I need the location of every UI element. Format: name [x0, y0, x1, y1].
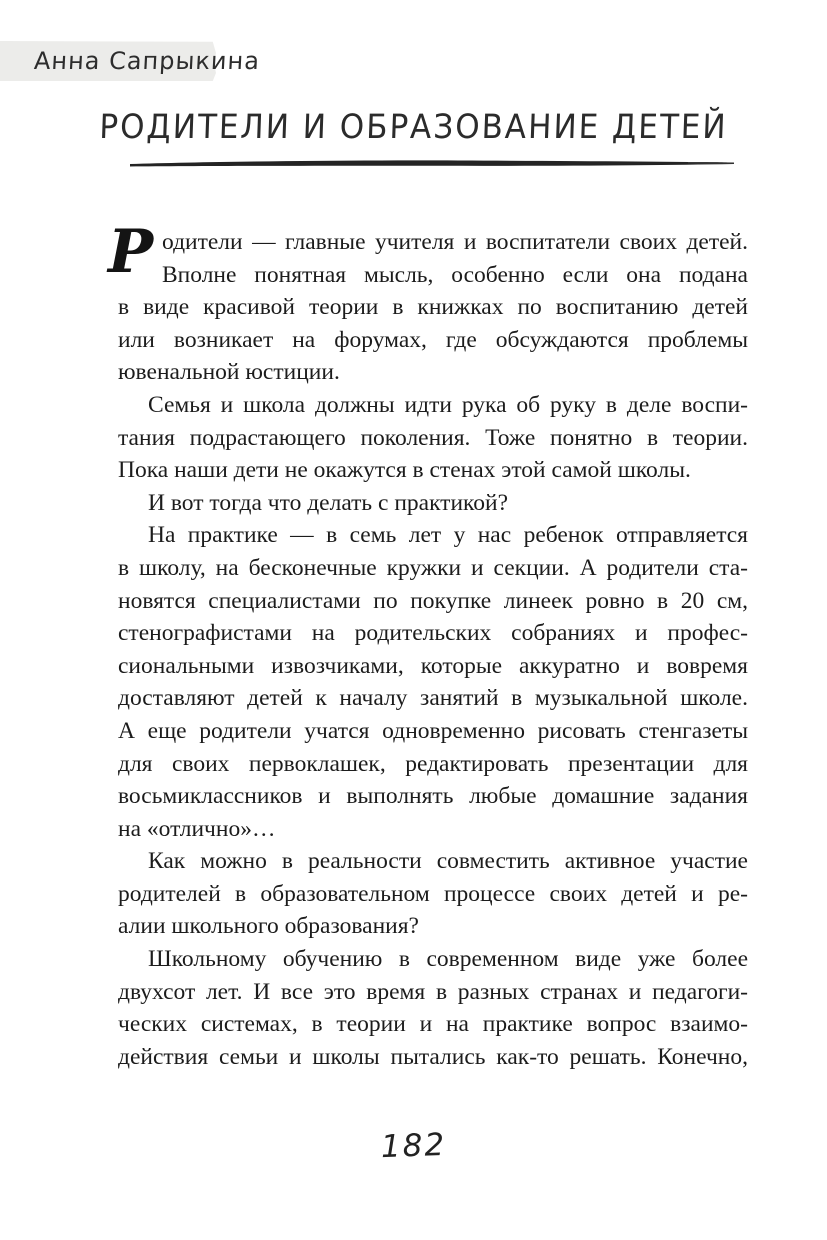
body-line: Вполне понятная мысль, особенно если она подана: [162, 261, 748, 288]
drop-cap: Р: [108, 217, 154, 287]
body-line: Пока наши дети не окажутся в стенах этой самой школы.: [118, 457, 691, 484]
body-line: одители — главные учителя и воспитатели своих детей.: [162, 229, 748, 255]
body-line: Как можно в реальности совместить активное участие: [148, 848, 748, 875]
body-line: в школу, на бесконечные кружки и секции. А родители ста-: [118, 554, 748, 581]
body-line: ювенальной юстиции.: [118, 359, 340, 386]
body-line: действия семьи и школы пытались как-то решать. Конечно,: [118, 1043, 748, 1070]
body-line: алии школьного образования?: [118, 913, 419, 940]
body-line: На практике — в семь лет у нас ребенок отправляется: [148, 522, 748, 549]
body-line: тания подрастающего поколения. Тоже понятно в теории.: [118, 424, 748, 451]
body-line: восьмиклассников и выполнять любые домашние задания: [118, 783, 748, 810]
body-line: ческих системах, в теории и на практике вопрос взаимо-: [118, 1011, 748, 1038]
page-number: 182: [380, 1126, 447, 1166]
body-line: для своих первоклашек, редактировать презентации для: [118, 750, 748, 777]
title-underline-stroke: [128, 157, 736, 169]
paragraph: [118, 389, 748, 487]
paragraph: [118, 519, 748, 845]
body-line: новятся специалистами по покупке линеек ровно в 20 см,: [118, 587, 748, 614]
body-line: доставляют детей к началу занятий в музыкальной школе.: [118, 685, 748, 712]
body-line: сиональными извозчиками, которые аккуратно и вовремя: [118, 652, 748, 679]
body-text: [108, 217, 748, 1073]
chapter-title: РОДИТЕЛИ И ОБРАЗОВАНИЕ ДЕТЕЙ: [98, 107, 729, 147]
running-header-author: Анна Сапрыкина: [33, 47, 261, 75]
body-line: на «отлично»…: [118, 815, 276, 842]
body-line: А еще родители учатся одновременно рисовать стенгазеты: [118, 717, 748, 744]
body-line: или возникает на форумах, где обсуждаются проблемы: [118, 326, 748, 353]
body-line: стенографистами на родительских собраниях и профес-: [118, 620, 748, 647]
paragraph: [118, 487, 748, 520]
body-line: в виде красивой теории в книжках по воспитанию детей: [118, 294, 748, 321]
body-line: Школьному обучению в современном виде уже более: [148, 946, 748, 973]
body-line: И вот тогда что делать с практикой?: [148, 489, 509, 516]
body-line: двухсот лет. И все это время в разных странах и педагоги-: [118, 978, 748, 1005]
paragraph: [118, 943, 748, 1073]
paragraph: [118, 845, 748, 943]
body-line: родителей в образовательном процессе своих детей и ре-: [118, 880, 748, 907]
body-line: Семья и школа должны идти рука об руку в деле воспи-: [148, 391, 748, 418]
paragraph: [108, 217, 748, 389]
